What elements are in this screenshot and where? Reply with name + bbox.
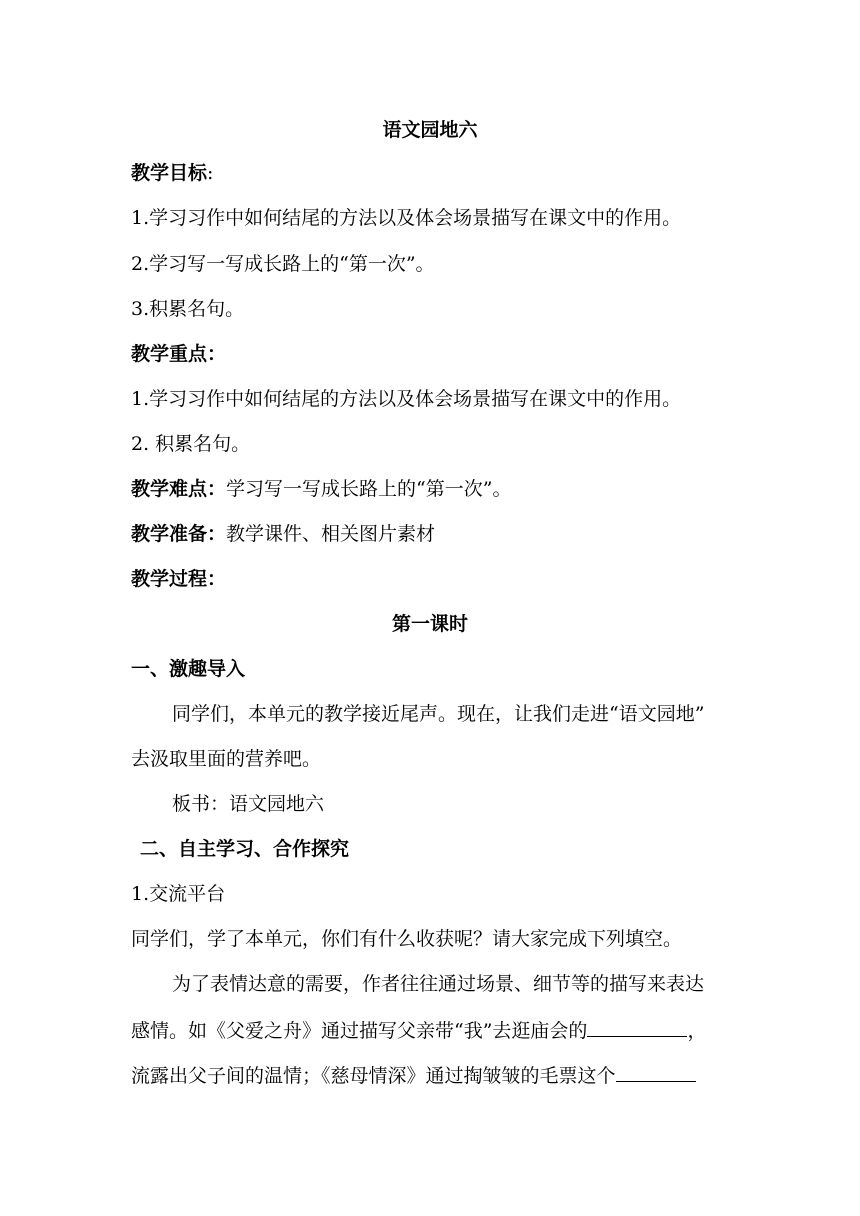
process-heading: 教学过程：: [131, 568, 227, 590]
fill-in-line3: [131, 1061, 696, 1089]
fill-in-text: 流露出父子间的温情；《慈母情深》通过掏皱皱的毛票这个: [131, 1065, 616, 1087]
preparation-line: [131, 521, 435, 547]
objective-item: 3.积累名句。: [131, 298, 245, 320]
board-note: 板书：语文园地六: [172, 793, 325, 815]
preparation-text: 教学课件、相关图片素材: [226, 523, 436, 545]
difficulty-text: 学习写一写成长路上的“第一次”。: [226, 478, 512, 500]
section1-heading: 一、激趣导入: [131, 658, 246, 680]
objective-item: 2.学习写一写成长路上的“第一次”。: [131, 253, 435, 275]
section1-paragraph-line1: 同学们，本单元的教学接近尾声。现在，让我们走进“语文园地”: [172, 703, 705, 725]
difficulty-heading: 教学难点：: [131, 478, 227, 500]
objectives-heading-line: [131, 160, 213, 186]
key-point-item: 2. 积累名句。: [131, 433, 251, 455]
fill-in-blank[interactable]: [616, 1061, 696, 1082]
difficulty-line: [131, 476, 511, 502]
section1-paragraph-line2: 去汲取里面的营养吧。: [131, 748, 322, 770]
objective-item: 1.学习习作中如何结尾的方法以及体会场景描写在课文中的作用。: [131, 207, 682, 229]
objectives-heading: 教学目标: [131, 162, 208, 184]
section2-subheading: 1.交流平台: [131, 883, 226, 905]
page-title: 语文园地六: [382, 119, 478, 141]
section2-heading: 二、自主学习、合作探究: [140, 838, 350, 860]
fill-in-line2: [131, 1016, 706, 1044]
lesson-title: 第一课时: [391, 613, 468, 635]
objectives-colon: :: [207, 162, 214, 184]
fill-in-blank[interactable]: [587, 1016, 687, 1037]
fill-in-text: ，: [687, 1020, 707, 1042]
key-points-heading: 教学重点：: [131, 343, 227, 365]
section2-intro: 同学们，学了本单元，你们有什么收获呢？请大家完成下列填空。: [131, 928, 683, 950]
preparation-heading: 教学准备：: [131, 523, 227, 545]
fill-in-line1: 为了表情达意的需要，作者往往通过场景、细节等的描写来表达: [172, 973, 705, 995]
fill-in-text: 感情。如《父爱之舟》通过描写父亲带“我”去逛庙会的: [131, 1020, 588, 1042]
key-point-item: 1.学习习作中如何结尾的方法以及体会场景描写在课文中的作用。: [131, 388, 682, 410]
